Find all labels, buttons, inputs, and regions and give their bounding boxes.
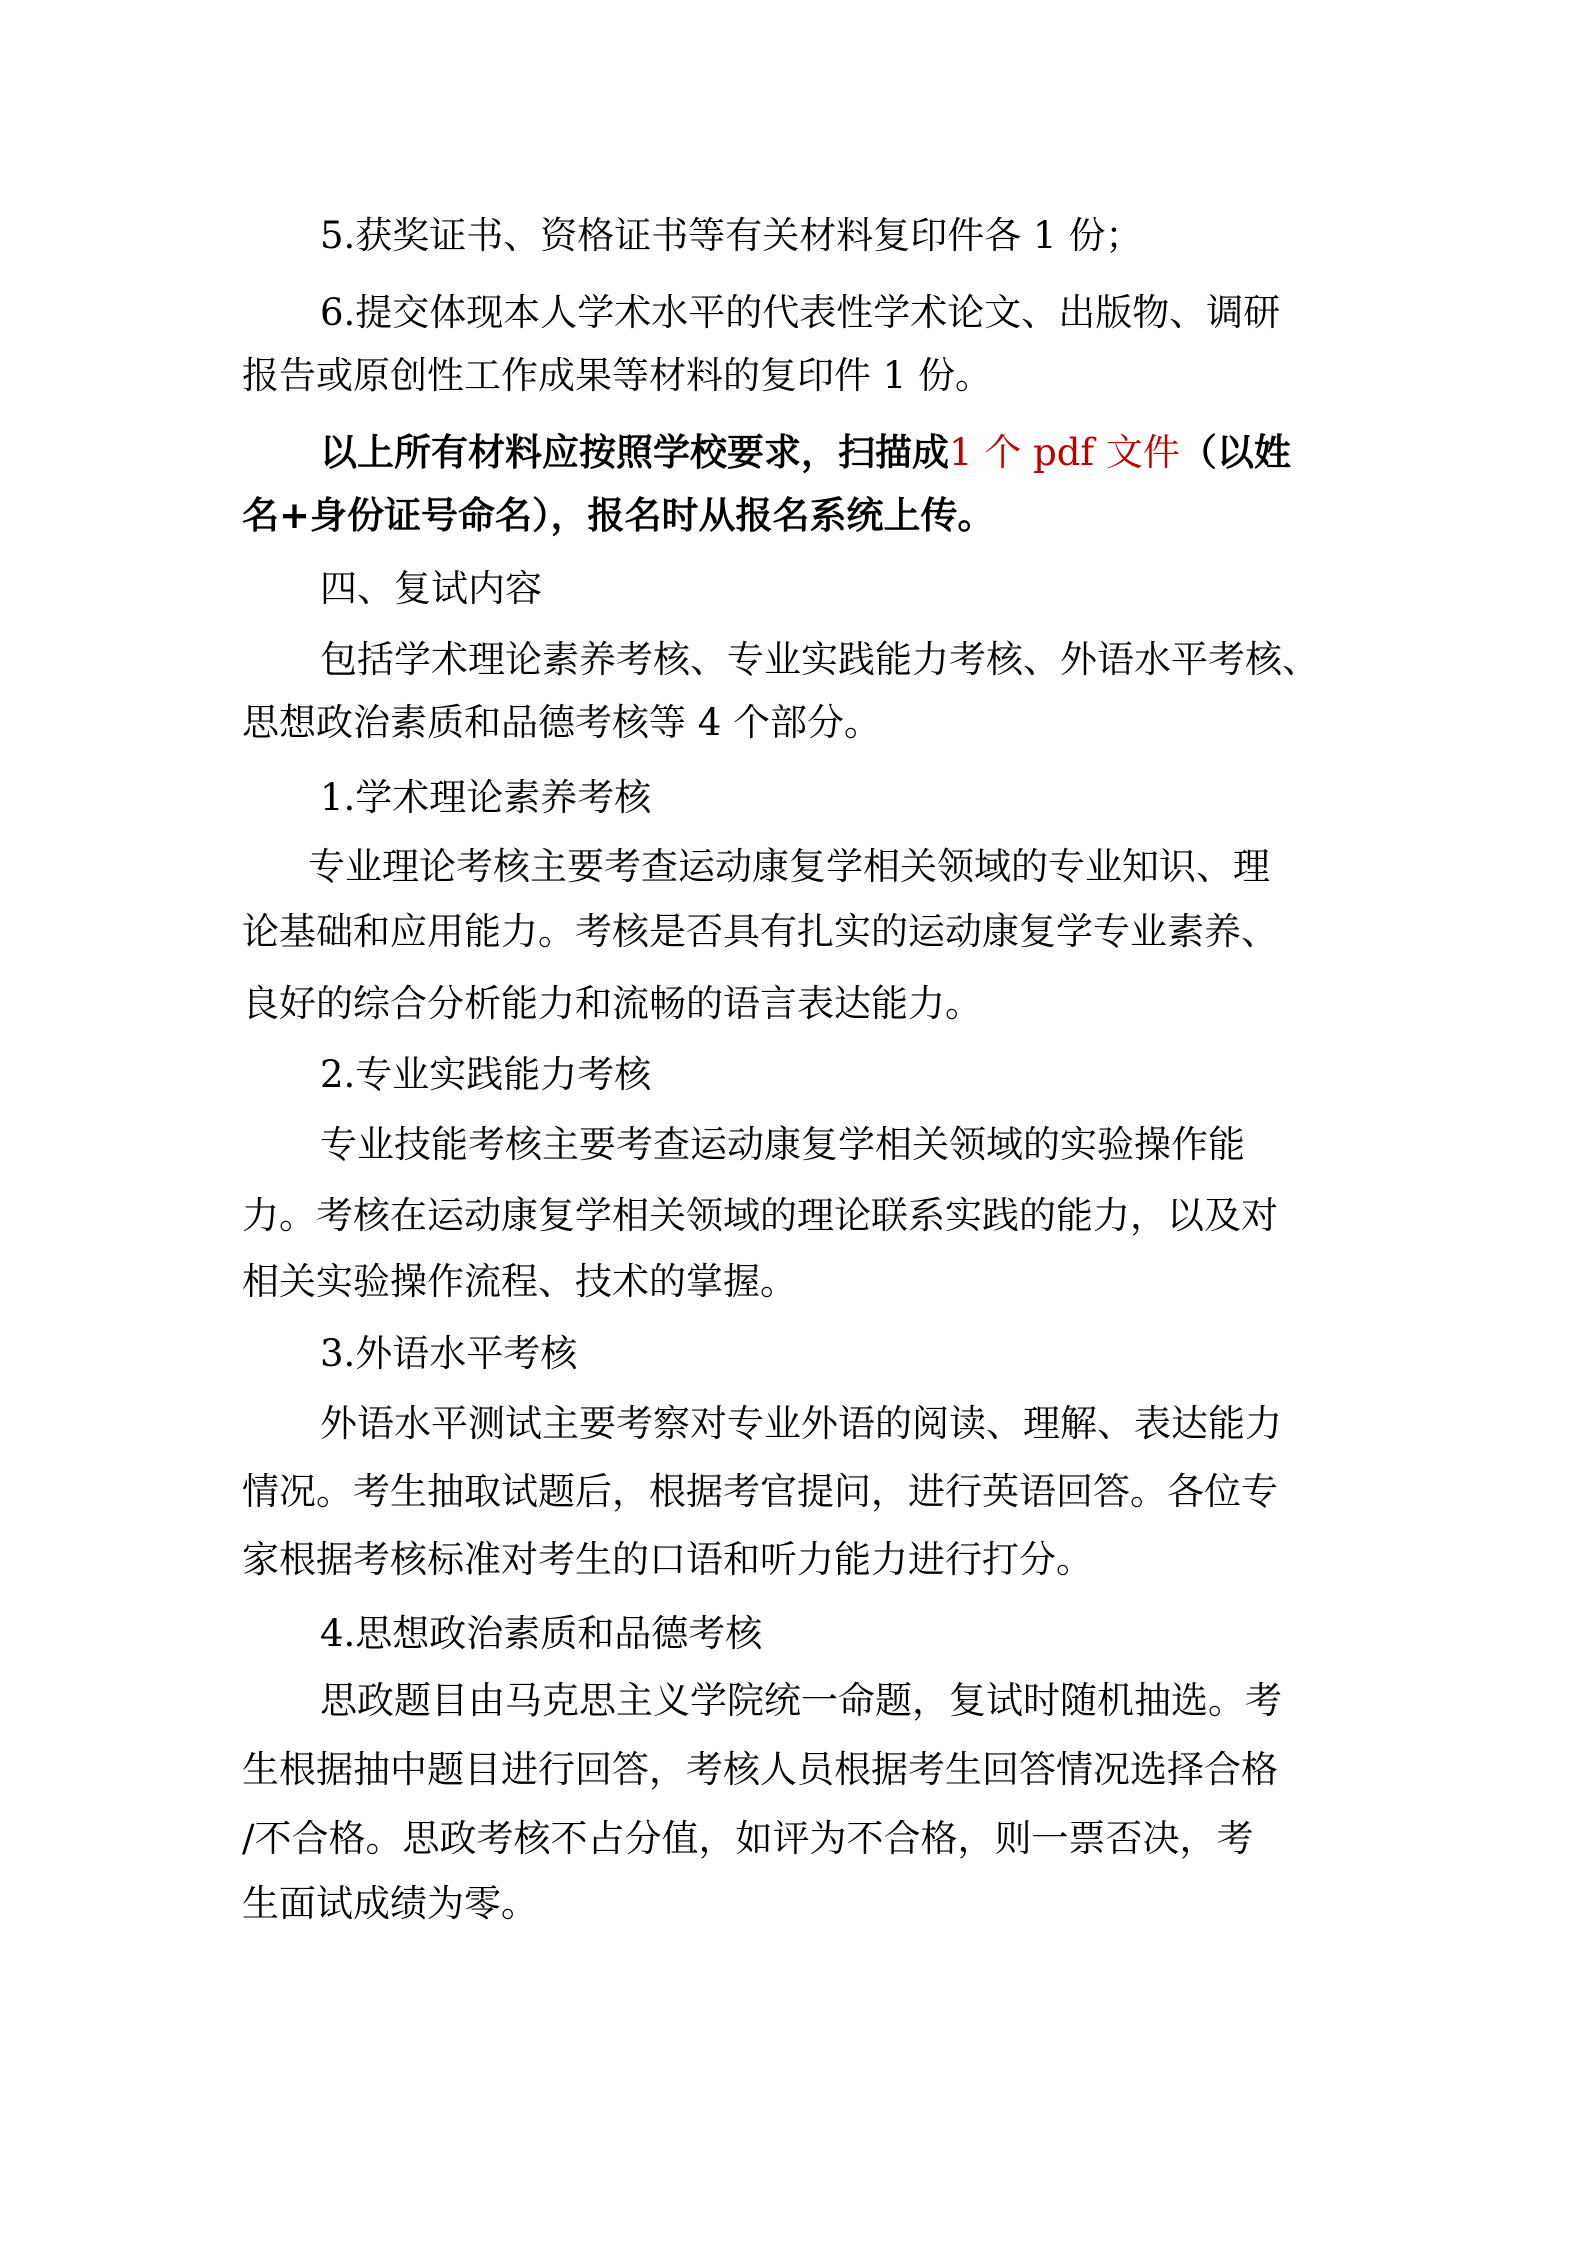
subsection-2-heading: 2.专业实践能力考核 [320,1053,652,1096]
subsection-1-para-line-3: 良好的综合分析能力和流畅的语言表达能力。 [242,982,982,1025]
upload-instruction-tail: （以姓 [1179,431,1291,474]
subsection-2-para-line-1: 专业技能考核主要考查运动康复学相关领域的实验操作能 [320,1123,1245,1166]
subsection-3-para-line-1: 外语水平测试主要考察对专业外语的阅读、理解、表达能力 [320,1402,1282,1445]
subsection-4-para-line-1: 思政题目由马克思主义学院统一命题，复试时随机抽选。考 [320,1679,1282,1722]
item-5-awards: 5.获奖证书、资格证书等有关材料复印件各 1 份； [320,214,1143,257]
subsection-4-para-line-3: /不合格。思政考核不占分值，如评为不合格，则一票否决，考 [242,1817,1254,1860]
upload-instruction-continuation: 名+身份证号命名），报名时从报名系统上传。 [242,494,995,537]
subsection-3-heading: 3.外语水平考核 [320,1332,578,1375]
upload-instruction [320,423,1360,483]
section-4-intro: 包括学术理论素养考核、专业实践能力考核、外语水平考核、 [320,638,1319,681]
subsection-1-heading: 1.学术理论素养考核 [320,776,652,819]
pdf-file-highlight: 1 个 pdf 文件 [949,431,1180,474]
item-6-academic-works: 6.提交体现本人学术水平的代表性学术论文、出版物、调研 [320,291,1281,334]
subsection-4-para-line-4: 生面试成绩为零。 [242,1882,538,1925]
subsection-3-para-line-3: 家根据考核标准对考生的口语和听力能力进行打分。 [242,1538,1093,1581]
section-4-heading: 四、复试内容 [320,567,542,610]
subsection-2-para-line-2: 力。考核在运动康复学相关领域的理论联系实践的能力，以及对 [242,1194,1278,1237]
subsection-1-para-line-2: 论基础和应用能力。考核是否具有扎实的运动康复学专业素养、 [242,910,1278,953]
subsection-4-para-line-2: 生根据抽中题目进行回答，考核人员根据考生回答情况选择合格 [242,1748,1278,1791]
subsection-1-para-line-1: 专业理论考核主要考查运动康复学相关领域的专业知识、理 [308,845,1270,888]
subsection-4-heading: 4.思想政治素质和品德考核 [320,1612,763,1655]
subsection-3-para-line-2: 情况。考生抽取试题后，根据考官提问，进行英语回答。各位专 [242,1470,1278,1513]
item-6-continuation: 报告或原创性工作成果等材料的复印件 1 份。 [242,354,993,397]
section-4-intro-continuation: 思想政治素质和品德考核等 4 个部分。 [242,701,882,744]
upload-instruction-text: 以上所有材料应按照学校要求，扫描成 [320,431,949,474]
subsection-2-para-line-3: 相关实验操作流程、技术的掌握。 [242,1260,797,1303]
